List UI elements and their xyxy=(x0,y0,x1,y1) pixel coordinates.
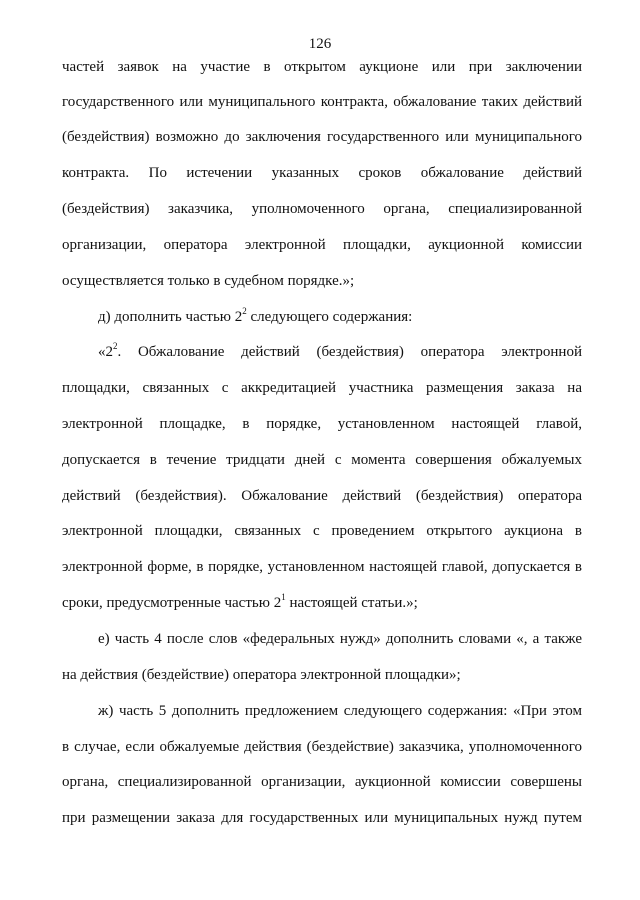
text-line: электронной площадки, связанных с проведением открытого аукциона в xyxy=(62,523,582,539)
text-span: настоящей статьи.»; xyxy=(285,595,418,611)
text-line: органа, специализированной организации, аукционной комиссии совершены xyxy=(62,774,582,790)
text-span: «2 xyxy=(98,344,113,360)
paragraph-e-line: е) часть 4 после слов «федеральных нужд» дополнить словами «, а также xyxy=(98,631,582,647)
text-span: следующего содержания: xyxy=(246,309,413,325)
text-line: государственного или муниципального контракта, обжалование таких действий xyxy=(62,94,582,110)
text-line: площадки, связанных с аккредитацией участника размещения заказа на xyxy=(62,380,582,396)
text-line: электронной площадке, в порядке, установленном настоящей главой, xyxy=(62,416,582,432)
text-line: контракта. По истечении указанных сроков обжалование действий xyxy=(62,165,582,181)
text-line: частей заявок на участие в открытом аукционе или при заключении xyxy=(62,59,582,75)
text-line xyxy=(62,594,582,612)
text-line: действий (бездействия). Обжалование действий (бездействия) оператора xyxy=(62,488,582,504)
text-line: (бездействия) заказчика, уполномоченного органа, специализированной xyxy=(62,201,582,217)
text-line: допускается в течение тридцати дней с момента совершения обжалуемых xyxy=(62,452,582,468)
text-line: электронной форме, в порядке, установленном настоящей главой, допускается в xyxy=(62,559,582,575)
text-line: на действия (бездействие) оператора электронной площадки»; xyxy=(62,667,461,683)
text-line: (бездействия) возможно до заключения государственного или муниципального xyxy=(62,129,582,145)
text-line: при размещении заказа для государственных или муниципальных нужд путем xyxy=(62,810,582,826)
text-span: сроки, предусмотренные частью 2 xyxy=(62,595,282,611)
text-line: в случае, если обжалуемые действия (бездействие) заказчика, уполномоченного xyxy=(62,739,582,755)
superscript: 1 xyxy=(281,592,286,602)
text-line: осуществляется только в судебном порядке.»; xyxy=(62,273,355,289)
text-span: . Обжалование действий (бездействия) оператора электронной xyxy=(117,344,582,360)
superscript: 2 xyxy=(242,306,247,316)
page-number: 126 xyxy=(308,36,332,52)
text-line: организации, оператора электронной площадки, аукционной комиссии xyxy=(62,237,582,253)
paragraph-quote-line xyxy=(98,343,582,361)
text-span: д) дополнить частью 2 xyxy=(98,309,243,325)
paragraph-zh-line: ж) часть 5 дополнить предложением следующего содержания: «При этом xyxy=(98,703,582,719)
superscript: 2 xyxy=(113,341,118,351)
paragraph-d-line xyxy=(98,308,582,326)
